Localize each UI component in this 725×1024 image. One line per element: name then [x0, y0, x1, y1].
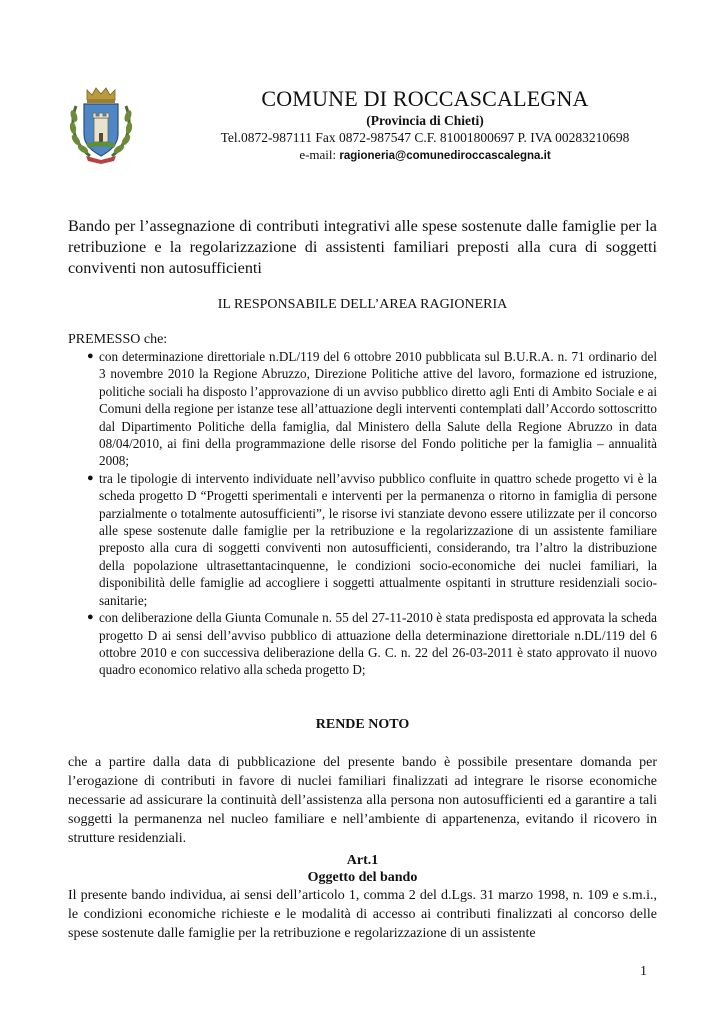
list-item	[68, 348, 657, 470]
bullet-icon: ●	[87, 611, 94, 624]
province-subtitle: (Provincia di Chieti)	[366, 113, 484, 128]
rende-noto-text: che a partire dalla data di pubblicazione del presente bando è possibile presentare domanda per l’erogazione di contributi in favore di nuclei familiari finalizzati ad integrare le risorse economiche necessarie ad assicurare la continuità dell’assistenza alla persona non autosufficienti ed a garantire a tali soggetti la permanenza nel nucleo familiare e nell’ambiente di appartenenza, evitando il ricovero in strutture residenziali.	[68, 755, 657, 846]
municipality-title: COMUNE DI ROCCASCALEGNA	[261, 86, 589, 111]
bullet-icon: ●	[87, 471, 94, 484]
contact-details: Tel.0872-987111 Fax 0872-987547 C.F. 81001800697 P. IVA 00283210698	[220, 130, 630, 145]
email-line	[150, 147, 700, 163]
email-address: ragioneria@comunediroccascalegna.it	[339, 150, 551, 162]
list-item	[68, 470, 657, 609]
rende-noto-heading: RENDE NOTO	[315, 717, 410, 732]
municipal-coat-of-arms-logo	[68, 86, 134, 164]
article-text: Il presente bando individua, ai sensi dell’articolo 1, comma 2 del d.Lgs. 31 marzo 1998, n. 109 e s.m.i., le condizioni economiche richieste e le modalità di accesso ai contributi finalizzati al concorso delle spese sostenute dalle famiglie per la retribuzione e regolarizzazione di un assistente	[68, 888, 657, 941]
email-label: e-mail:	[299, 147, 340, 162]
notice-subject: Bando per l’assegnazione di contributi integrativi alle spese sostenute dalle famiglie per la retribuzione e la regolarizzazione di assistenti familiari preposti alla cura di soggetti conviventi non autosufficienti	[68, 217, 657, 277]
list-item-text: con determinazione direttoriale n.DL/119 del 6 ottobre 2010 pubblicata sul B.U.R.A. n. 71 ordinario del 3 novembre 2010 la Regione Abruzzo, Direzione Politiche attive del lavoro, formazione ed istruzione, politiche sociali ha disposto l’approvazione di un avviso pubblico diretto agli Enti di Ambito Sociale e ai Comuni della regione per istanze tese all’attuazione degli interventi contemplati dall’Accordo sottoscritto dal Dipartimento Politiche della famiglia, dal Ministero della Salute della Regione Abruzzo in data 08/04/2010, ai fini della programmazione delle risorse del Fondo politiche per la famiglia – annualità 2008;	[99, 349, 657, 469]
premesso-list	[68, 348, 657, 679]
article-number: Art.1	[346, 853, 379, 868]
bullet-icon: ●	[87, 350, 94, 362]
premesso-heading: PREMESSO che:	[68, 332, 168, 347]
responsabile-heading: IL RESPONSABILE DELL’AREA RAGIONERIA	[217, 297, 508, 312]
list-item-text: tra le tipologie di intervento individuate nell’avviso pubblico confluite in quattro schede progetto vi è la scheda progetto D “Progetti sperimentali e interventi per la permanenza o ritorno in famiglia di persone parzialmente o totalmente autosufficienti”, le risorse ivi stanziate devono essere utilizzate per il concorso alle spese sostenute dalle famiglie per la retribuzione e la regolarizzazione di un assistente familiare preposto alla cura di soggetti conviventi non autosufficienti, considerando, tra l’altro la distribuzione della popolazione ultrasettantacinquenne, le condizioni socio-economiche dei nuclei familiari, la disponibilità delle famiglie ad accogliere i soggetti attualmente ospitanti in strutture residenziali socio-sanitarie;	[99, 470, 657, 608]
list-item	[68, 609, 657, 679]
article-title: Oggetto del bando	[307, 870, 418, 885]
list-item-text: con deliberazione della Giunta Comunale n. 55 del 27-11-2010 è stata predisposta ed approvata la scheda progetto D ai sensi dell’avviso pubblico di attuazione della determinazione direttoriale n.DL/119 del 6 ottobre 2010 e con successiva deliberazione della G. C. n. 22 del 26-03-2011 è stato approvato il nuovo quadro economico relativo alla scheda progetto D;	[99, 610, 657, 678]
page-number: 1	[640, 964, 647, 979]
